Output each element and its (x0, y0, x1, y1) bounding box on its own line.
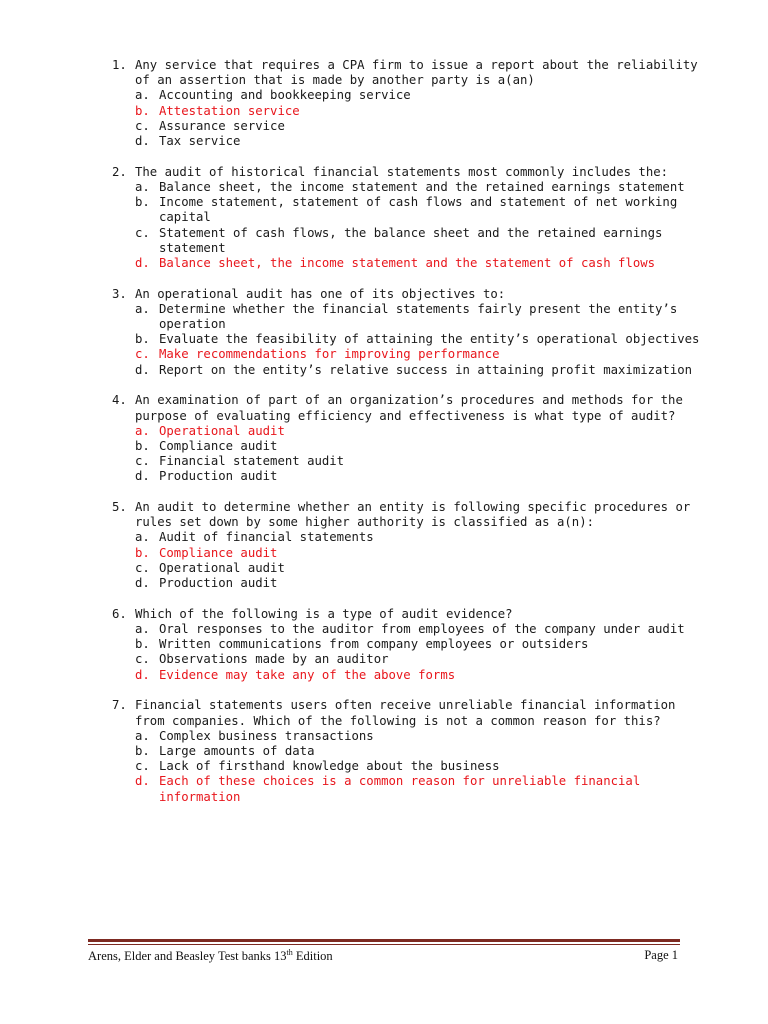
answer-option (135, 180, 712, 195)
option-letter: c. (135, 454, 150, 469)
option-letter: c. (135, 347, 150, 362)
option-text: Tax service (159, 134, 241, 149)
question-item (112, 500, 712, 591)
question-stem (112, 500, 712, 530)
answer-option (135, 729, 712, 744)
option-text: Evidence may take any of the above forms (159, 667, 456, 682)
option-text: Evaluate the feasibility of attaining the entity’s operational objectives (159, 332, 700, 347)
option-letter: d. (135, 774, 150, 789)
option-letter: a. (135, 88, 150, 103)
question-number: 4. (112, 393, 127, 408)
question-number: 1. (112, 58, 127, 72)
answer-option (135, 561, 712, 576)
option-text: Operational audit (159, 423, 285, 438)
option-letter: d. (135, 469, 150, 484)
option-letter: d. (135, 362, 150, 377)
question-number: 3. (112, 286, 127, 301)
question-text: An operational audit has one of its objectives to: (135, 286, 506, 301)
option-letter: b. (135, 438, 150, 453)
option-text: Statement of cash flows, the balance sheet and the retained earnings statement (159, 225, 663, 255)
answer-option (135, 134, 712, 149)
option-text: Compliance audit (159, 545, 278, 560)
option-text: Large amounts of data (159, 743, 315, 758)
answer-option (135, 332, 712, 347)
option-letter: a. (135, 301, 150, 316)
question-item (112, 607, 712, 683)
answer-option (135, 195, 712, 225)
question-text: Financial statements users often receive unreliable financial information from companies. Which of the following is not a common reason for this? (135, 698, 676, 728)
answer-option (135, 469, 712, 484)
option-text: Income statement, statement of cash flows and statement of net working capital (159, 195, 678, 225)
option-letter: d. (135, 667, 150, 682)
question-text: An examination of part of an organization’s procedures and methods for the purpose of evaluating efficiency and effectiveness is what type of audit? (135, 393, 683, 423)
answer-option (135, 302, 712, 332)
question-item (112, 393, 712, 484)
answer-option (135, 363, 712, 378)
option-text: Assurance service (159, 118, 285, 133)
option-letter: a. (135, 423, 150, 438)
option-letter: d. (135, 576, 150, 591)
option-letter: c. (135, 652, 150, 667)
option-text: Oral responses to the auditor from employees of the company under audit (159, 622, 685, 636)
answer-option-correct (135, 774, 712, 804)
option-letter: b. (135, 545, 150, 560)
footer-title (88, 948, 333, 964)
option-letter: a. (135, 530, 150, 545)
question-number: 7. (112, 698, 127, 713)
question-text: Which of the following is a type of audit evidence? (135, 606, 513, 621)
question-number: 5. (112, 500, 127, 515)
question-item (112, 165, 712, 271)
option-letter: b. (135, 195, 150, 210)
answer-option (135, 226, 712, 256)
answer-option-correct (135, 256, 712, 271)
answer-option-correct (135, 347, 712, 362)
option-text: Financial statement audit (159, 454, 345, 469)
answer-option (135, 652, 712, 667)
option-letter: a. (135, 179, 150, 194)
answer-option-correct (135, 668, 712, 683)
question-number: 6. (112, 606, 127, 621)
answer-option-correct (135, 104, 712, 119)
question-text: The audit of historical financial statements most commonly includes the: (135, 164, 669, 179)
answer-option (135, 576, 712, 591)
answer-option (135, 439, 712, 454)
answer-option (135, 88, 712, 103)
option-text: Operational audit (159, 560, 285, 575)
page-number: Page 1 (644, 948, 678, 962)
option-text: Make recommendations for improving performance (159, 347, 500, 362)
option-text: Observations made by an auditor (159, 652, 389, 667)
footer-title-suffix: Edition (292, 949, 333, 964)
option-text: Production audit (159, 469, 278, 484)
option-text: Balance sheet, the income statement and the statement of cash flows (159, 255, 656, 270)
option-letter: a. (135, 728, 150, 743)
footer-title-text: Arens, Elder and Beasley Test banks 13 (88, 949, 287, 964)
question-list (112, 58, 712, 820)
option-letter: b. (135, 332, 150, 347)
answer-option (135, 744, 712, 759)
option-text: Determine whether the financial statements fairly present the entity’s operation (159, 301, 678, 332)
answer-option (135, 759, 712, 774)
option-letter: d. (135, 255, 150, 270)
option-text: Written communications from company employees or outsiders (159, 637, 589, 652)
question-number: 2. (112, 164, 127, 179)
answer-option (135, 637, 712, 652)
option-text: Report on the entity’s relative success in attaining profit maximization (159, 362, 693, 377)
answer-option (135, 119, 712, 134)
option-letter: c. (135, 225, 150, 240)
answer-option-correct (135, 546, 712, 561)
question-item (112, 58, 712, 149)
question-stem (112, 698, 712, 728)
option-letter: d. (135, 134, 150, 149)
option-text: Each of these choices is a common reason for unreliable financial information (159, 774, 641, 804)
option-text: Lack of firsthand knowledge about the business (159, 759, 500, 774)
option-text: Production audit (159, 576, 278, 591)
answer-option (135, 454, 712, 469)
question-text: Any service that requires a CPA firm to issue a report about the reliability of an assertion that is made by another party is a(an) (135, 58, 698, 88)
option-letter: b. (135, 743, 150, 758)
option-letter: b. (135, 637, 150, 652)
answer-option (135, 530, 712, 545)
option-text: Attestation service (159, 103, 300, 118)
option-letter: b. (135, 103, 150, 118)
option-letter: c. (135, 118, 150, 133)
question-text: An audit to determine whether an entity is following specific procedures or rules set down by some higher authority is classified as a(n): (135, 500, 691, 530)
option-letter: a. (135, 622, 150, 636)
option-text: Complex business transactions (159, 728, 374, 743)
option-letter: c. (135, 759, 150, 774)
answer-option (135, 622, 712, 637)
footer-rule-thin (88, 944, 680, 945)
option-text: Compliance audit (159, 438, 278, 453)
question-stem (112, 287, 712, 302)
footer-rule-thick (88, 939, 680, 942)
answer-option-correct (135, 424, 712, 439)
question-item (112, 698, 712, 804)
question-stem (112, 58, 712, 88)
question-stem (112, 165, 712, 180)
question-stem (112, 607, 712, 622)
footer-title-sup: th (286, 948, 293, 957)
option-text: Audit of financial statements (159, 530, 374, 545)
question-item (112, 287, 712, 378)
option-text: Accounting and bookkeeping service (159, 88, 411, 103)
option-text: Balance sheet, the income statement and the retained earnings statement (159, 179, 685, 194)
question-stem (112, 393, 712, 423)
option-letter: c. (135, 560, 150, 575)
